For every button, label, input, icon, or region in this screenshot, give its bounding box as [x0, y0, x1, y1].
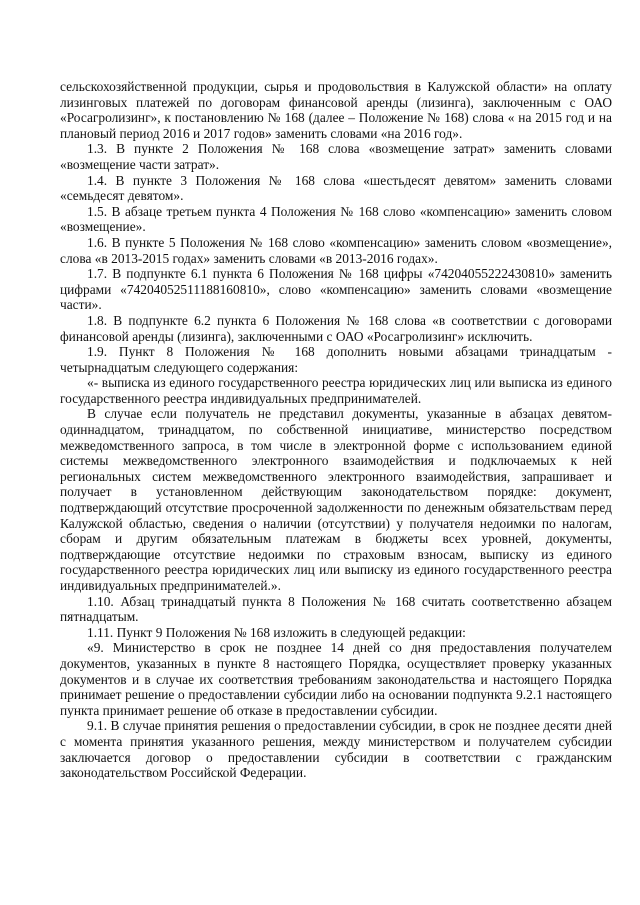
quote-interagency-request: В случае если получатель не представил документы, указанные в абзацах девятом-одиннадцатом, тринадцатом, по собственной инициативе, министерство посредством межведомственного запроса, в том числе в электронной форме с использованием единой системы межведомственного электронного взаимодействия и подключаемых к ней региональных систем межведомственного электронного взаимодействия, запрашивает и получает в установленном действующим законодательством порядке: документ, подтверждающий отсутствие просроченной задолженности по денежным обязательствам перед Калужской областью, сведения о наличии (отсутствии) у получателя недоимки по налогам, сборам и другим обязательным платежам в бюджеты всех уровней, документы, подтверждающие отсутствие недоимки по страховым взносам, выписку из единого государственного реестра юридических лиц или выписку из единого государственного реестра индивидуальных предпринимателей.». [60, 406, 612, 593]
paragraph-1-3: 1.3. В пункте 2 Положения № 168 слова «возмещение затрат» заменить словами «возмещение части затрат». [60, 141, 612, 172]
paragraph-1-4: 1.4. В пункте 3 Положения № 168 слова «шестьдесят девятом» заменить словами «семьдесят девятом». [60, 172, 612, 204]
paragraph-1-10: 1.10. Абзац тринадцатый пункта 8 Положения № 168 считать соответственно абзацем пятнадцатым. [60, 593, 612, 625]
paragraph-1-5: 1.5. В абзаце третьем пункта 4 Положения № 168 слово «компенсацию» заменить словом «возмещение». [60, 203, 612, 235]
quote-point-9: «9. Министерство в срок не позднее 14 дней со дня предоставления получателем документов, указанных в пункте 8 настоящего Порядка, осуществляет проверку указанных документов и в случае их соответствия требованиям законодательства и настоящего Порядка принимает решение о предоставлении субсидии либо на основании подпункта 9.2.1 настоящего пункта принимает решение об отказе в предоставлении субсидии. [60, 640, 612, 718]
paragraph-1-6: 1.6. В пункте 5 Положения № 168 слово «компенсацию» заменить словом «возмещение», слова «в 2013-2015 годах» заменить словами «в 2013-2016 годах». [60, 234, 612, 266]
quote-point-9-1: 9.1. В случае принятия решения о предоставлении субсидии, в срок не позднее десяти дней с момента принятия указанного решения, между министерством и получателем субсидии заключается договор о предоставлении субсидии в соответствии с гражданским законодательством Российской Федерации. [60, 718, 612, 781]
paragraph-1-8: 1.8. В подпункте 6.2 пункта 6 Положения № 168 слова «в соответствии с договорами финансовой аренды (лизинга), заключенными с ОАО «Росагролизинг» исключить. [60, 312, 612, 344]
paragraph-continuation: сельскохозяйственной продукции, сырья и продовольствия в Калужской области» на оплату лизинговых платежей по договорам финансовой аренды (лизинга), заключенным с ОАО «Росагролизинг», к постановлению № 168 (далее – Положение № 168) слова « на 2015 год и на плановый период 2016 и 2017 годов» заменить словами «на 2016 год». [60, 79, 612, 141]
quote-extract: «- выписка из единого государственного реестра юридических лиц или выписка из единого государственного реестра индивидуальных предпринимателей. [60, 375, 612, 406]
paragraph-1-9: 1.9. Пункт 8 Положения № 168 дополнить новыми абзацами тринадцатым - четырнадцатым следующего содержания: [60, 344, 612, 375]
paragraph-1-7: 1.7. В подпункте 6.1 пункта 6 Положения № 168 цифры «74204055222430810» заменить цифрами «74204052511188160810», слово «компенсацию» заменить словами «возмещение части». [60, 266, 612, 313]
paragraph-1-11: 1.11. Пункт 9 Положения № 168 изложить в следующей редакции: [87, 624, 466, 640]
